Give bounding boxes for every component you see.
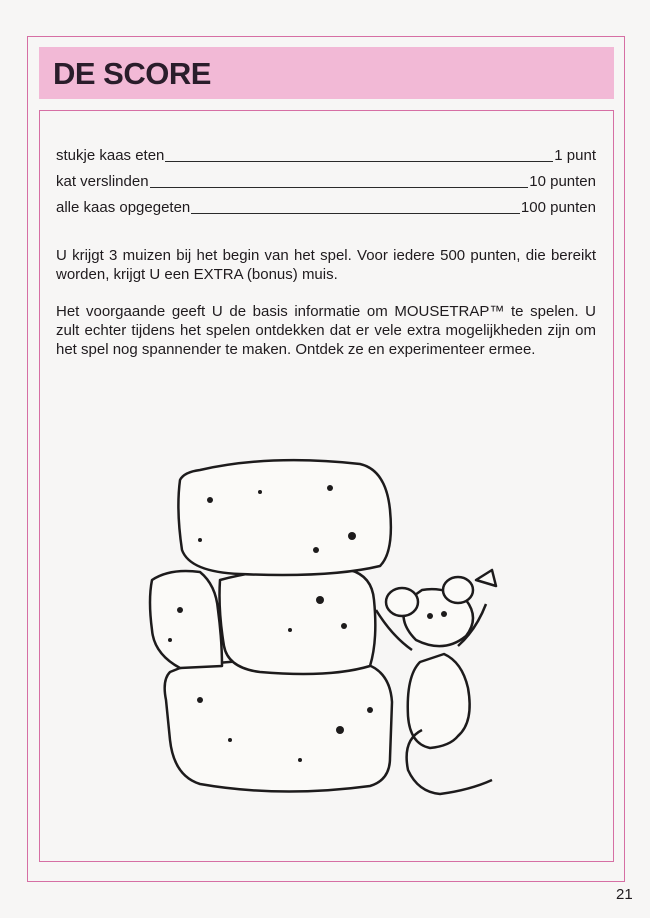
dotted-leader: [191, 213, 520, 214]
score-value: 10 punten: [529, 173, 596, 190]
score-label: stukje kaas eten: [56, 147, 165, 164]
dotted-leader: [165, 161, 553, 162]
cheese-block-middle-left: [150, 571, 222, 668]
title-band: [39, 47, 614, 99]
dotted-leader: [150, 187, 529, 188]
score-value: 1 punt: [554, 147, 596, 164]
page-number: 21: [616, 886, 633, 903]
score-row: [56, 195, 596, 217]
mouse-ear: [386, 588, 418, 616]
score-value: 100 punten: [520, 199, 596, 216]
score-row: [56, 169, 596, 191]
mouse-ear: [443, 577, 473, 603]
page-title: DE SCORE: [53, 56, 211, 91]
cheese-block-top: [178, 460, 390, 575]
cheese-block-bottom: [165, 660, 392, 792]
paragraph-info: Het voorgaande geeft U de basis informatie om MOUSETRAP™ te spelen. U zult echter tijdens het spelen ontdekken dat er vele extra mogelijkheden zijn om het spel nog spannender te maken. Ontdek ze en experimenteer ermee.: [56, 303, 596, 358]
score-label: alle kaas opgegeten: [56, 199, 191, 216]
score-row: [56, 143, 596, 165]
cheese-crumb: [476, 570, 496, 586]
cheese-block-middle-right: [220, 568, 376, 674]
cheese-and-mouse-illustration: [140, 440, 530, 810]
paragraph-lives: U krijgt 3 muizen bij het begin van het spel. Voor iedere 500 punten, die bereikt worden, krijgt U een EXTRA (bonus) muis.: [56, 247, 596, 283]
score-label: kat verslinden: [56, 173, 149, 190]
